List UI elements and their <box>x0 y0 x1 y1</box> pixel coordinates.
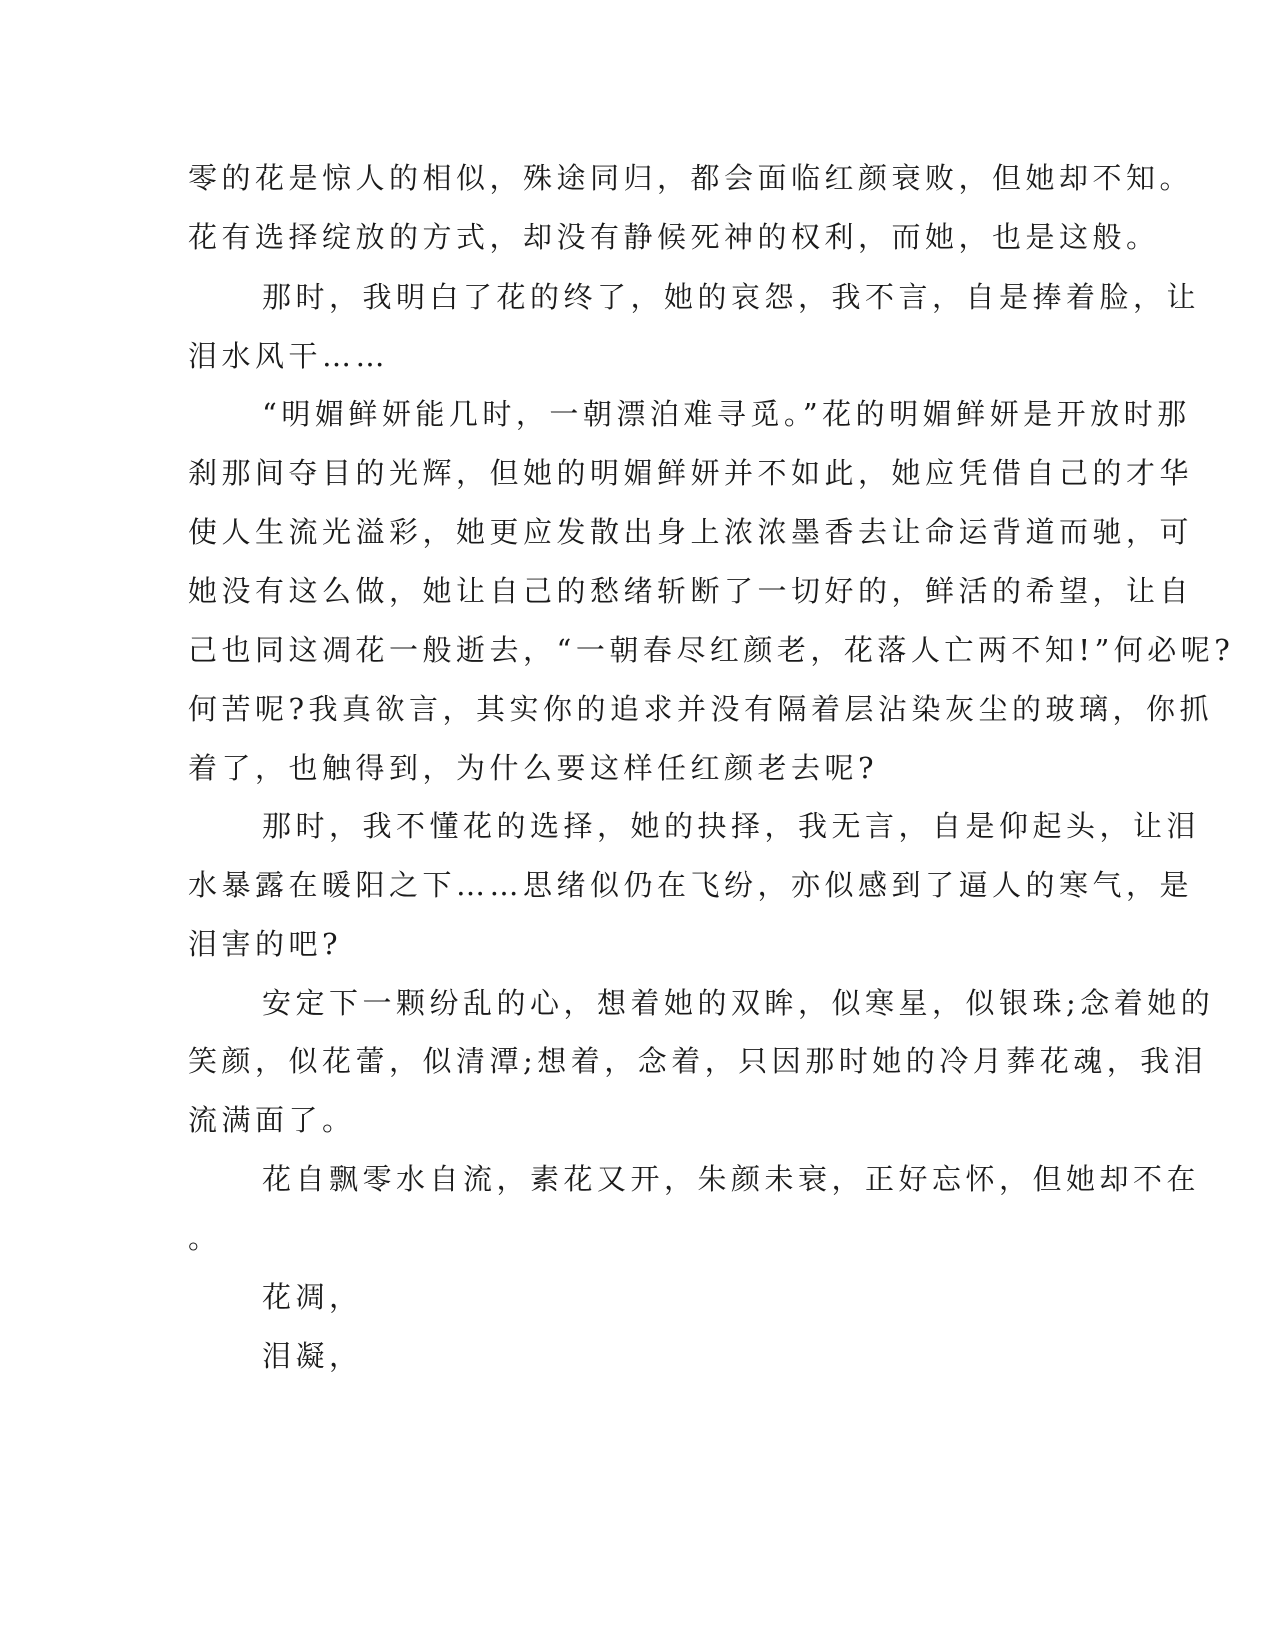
text-line-6: 刹那间夺目的光辉，但她的明媚鲜妍并不如此，她应凭借自己的才华 <box>188 456 1194 490</box>
text-line-21: 泪凝， <box>262 1339 363 1373</box>
text-line-2: 花有选择绽放的方式，却没有静候死神的权利，而她，也是这般。 <box>188 220 1160 254</box>
text-line-16: 笑颜，似花蕾，似清潭;想着，念着，只因那时她的冷月葬花魂，我泪 <box>188 1044 1208 1078</box>
text-line-1: 零的花是惊人的相似，殊途同归，都会面临红颜衰败，但她却不知。 <box>188 161 1194 195</box>
text-line-3: 那时，我明白了花的终了，她的哀怨，我不言，自是捧着脸，让 <box>262 280 1201 314</box>
text-line-5: “明媚鲜妍能几时，一朝漂泊难寻觅。”花的明媚鲜妍是开放时那 <box>262 397 1191 431</box>
text-line-10: 何苦呢?我真欲言，其实你的追求并没有隔着层沾染灰尘的玻璃，你抓 <box>188 692 1214 726</box>
text-line-17: 流满面了。 <box>188 1103 356 1137</box>
text-line-8: 她没有这么做，她让自己的愁绪斩断了一切好的，鲜活的希望，让自 <box>188 574 1194 608</box>
text-line-13: 水暴露在暖阳之下……思绪似仍在飞纷，亦似感到了逼人的寒气，是 <box>188 868 1194 902</box>
text-line-12: 那时，我不懂花的选择，她的抉择，我无言，自是仰起头，让泪 <box>262 809 1201 843</box>
text-line-4: 泪水风干…… <box>188 339 390 373</box>
text-line-7: 使人生流光溢彩，她更应发散出身上浓浓墨香去让命运背道而驰，可 <box>188 515 1194 549</box>
text-line-20: 花凋， <box>262 1280 363 1314</box>
text-line-19: 。 <box>188 1221 222 1255</box>
text-line-15: 安定下一颗纷乱的心，想着她的双眸，似寒星，似银珠;念着她的 <box>262 986 1215 1020</box>
text-line-18: 花自飘零水自流，素花又开，朱颜未衰，正好忘怀，但她却不在 <box>262 1162 1201 1196</box>
text-line-14: 泪害的吧? <box>188 927 343 961</box>
text-line-11: 着了，也触得到，为什么要这样任红颜老去呢? <box>188 751 879 785</box>
text-line-9: 己也同这凋花一般逝去，“一朝春尽红颜老，花落人亡两不知!”何必呢? <box>188 633 1235 667</box>
